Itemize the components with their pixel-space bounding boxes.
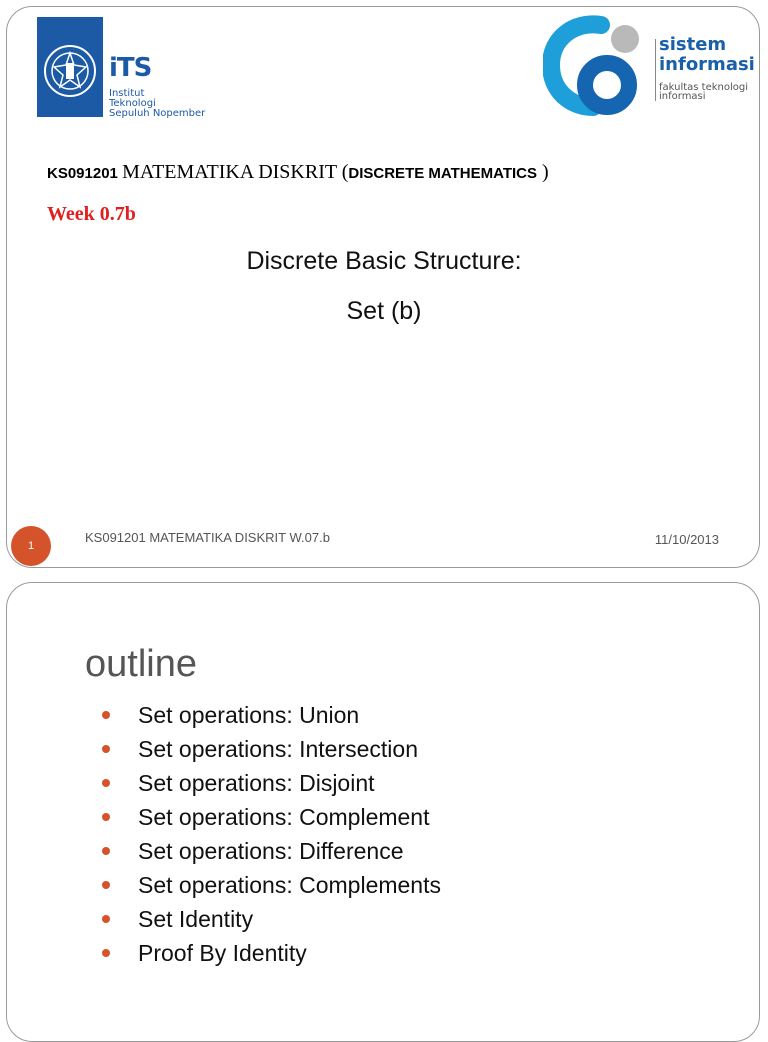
slide-2 xyxy=(6,582,760,1042)
slide-1 xyxy=(6,6,760,568)
course-line xyxy=(47,161,549,184)
its-line-2: Teknologi xyxy=(109,98,156,109)
list-item xyxy=(102,734,441,768)
course-name: MATEMATIKA DISKRIT ( xyxy=(122,161,349,183)
its-line-1: Institut xyxy=(109,88,145,99)
course-code: KS091201 xyxy=(47,165,118,182)
list-item xyxy=(102,700,441,734)
list-item-label: Set Identity xyxy=(138,906,254,932)
list-item-label: Set operations: Disjoint xyxy=(138,770,375,796)
slide-number-badge: 1 xyxy=(11,526,51,566)
list-item-label: Set operations: Complements xyxy=(138,872,441,898)
course-close: ) xyxy=(537,161,549,183)
si-emblem-icon xyxy=(543,13,653,121)
list-item-label: Set operations: Intersection xyxy=(138,736,418,762)
week-label: Week 0.7b xyxy=(47,203,136,225)
bullet-icon xyxy=(102,847,110,855)
list-item-label: Proof By Identity xyxy=(138,940,307,966)
list-item xyxy=(102,904,441,938)
bullet-icon xyxy=(102,745,110,753)
si-title-2: informasi xyxy=(659,54,755,75)
sistem-informasi-logo xyxy=(543,13,757,121)
course-english: DISCRETE MATHEMATICS xyxy=(348,165,537,182)
list-item xyxy=(102,802,441,836)
bullet-icon xyxy=(102,915,110,923)
bullet-icon xyxy=(102,813,110,821)
bullet-icon xyxy=(102,949,110,957)
its-logo xyxy=(33,17,213,123)
list-item xyxy=(102,768,441,802)
si-subtitle-1: fakultas teknologi xyxy=(659,82,749,93)
si-divider xyxy=(655,39,656,101)
si-subtitle-2: informasi xyxy=(659,91,706,102)
slide-title-line-2: Set (b) xyxy=(346,297,422,325)
its-seal-icon xyxy=(37,17,103,117)
list-item xyxy=(102,836,441,870)
bullet-icon xyxy=(102,711,110,719)
bullet-icon xyxy=(102,779,110,787)
si-title-1: sistem xyxy=(659,34,727,55)
list-item-label: Set operations: Difference xyxy=(138,838,404,864)
outline-title: outline xyxy=(85,643,197,685)
footer-date: 11/10/2013 xyxy=(654,532,719,547)
bullet-icon xyxy=(102,881,110,889)
slide-title-line-1: Discrete Basic Structure: xyxy=(246,247,522,275)
footer-text: KS091201 MATEMATIKA DISKRIT W.07.b xyxy=(85,530,330,545)
its-line-3: Sepuluh Nopember xyxy=(109,108,206,119)
outline-list xyxy=(102,700,441,972)
list-item xyxy=(102,870,441,904)
its-brand-text: iTS xyxy=(109,53,152,83)
list-item-label: Set operations: Complement xyxy=(138,804,430,830)
list-item-label: Set operations: Union xyxy=(138,702,360,728)
list-item xyxy=(102,938,441,972)
